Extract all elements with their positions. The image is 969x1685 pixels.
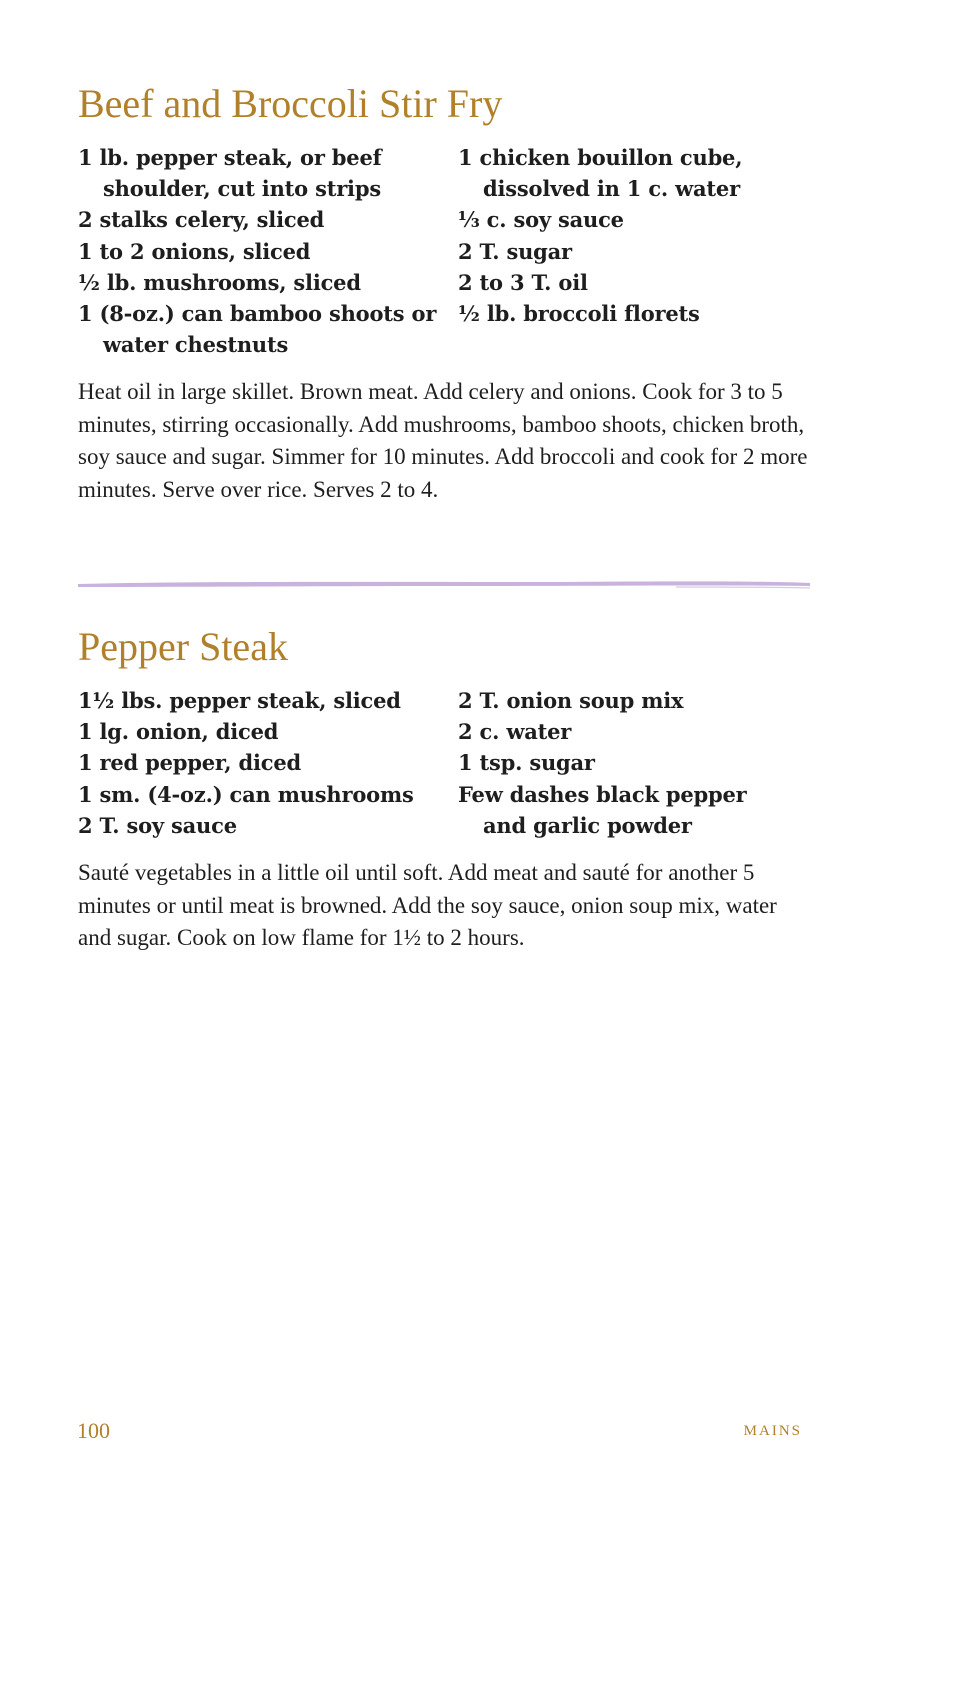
ingredient-continuation: water chestnuts (103, 332, 289, 358)
section-name: MAINS (743, 1423, 802, 1439)
ingredient-item: 1 lg. onion, diced (78, 719, 279, 745)
ingredients-left-column (78, 685, 458, 841)
ingredients-pepper-steak (78, 685, 818, 841)
ingredient-item: 1 tsp. sugar (458, 750, 595, 776)
recipe-title-beef-broccoli: Beef and Broccoli Stir Fry (78, 81, 503, 126)
ingredient-continuation: dissolved in 1 c. water (483, 176, 740, 202)
ingredient-item: 1½ lbs. pepper steak, sliced (78, 688, 401, 713)
ingredients-beef-broccoli (78, 142, 818, 360)
ingredient-item: Few dashes black pepper and garlic powder (458, 781, 747, 838)
ingredient-item: ½ lb. broccoli florets (458, 301, 700, 327)
ingredient-item: 1 lb. pepper steak, or beef shoulder, cut into strips (78, 145, 382, 202)
ingredient-item: ½ lb. mushrooms, sliced (78, 269, 361, 295)
ingredients-right-column (458, 142, 818, 360)
recipe-divider (76, 578, 812, 590)
ingredient-item: 1 to 2 onions, sliced (78, 238, 311, 264)
ingredients-left-column (78, 142, 458, 360)
page-number: 100 (77, 1418, 110, 1443)
ingredient-item: 1 sm. (4-oz.) can mushrooms (78, 781, 414, 807)
ingredient-item: 2 c. water (458, 719, 572, 745)
ingredient-item: 1 chicken bouillon cube, dissolved in 1 c. water (458, 145, 743, 202)
ingredient-item: 2 T. onion soup mix (458, 688, 684, 713)
ingredient-continuation: shoulder, cut into strips (103, 176, 381, 202)
ingredient-item: 2 to 3 T. oil (458, 269, 588, 295)
ingredient-item: 1 red pepper, diced (78, 750, 301, 776)
ingredient-item: 2 T. sugar (458, 238, 572, 264)
ingredients-right-column (458, 685, 818, 841)
ingredient-continuation: and garlic powder (483, 812, 692, 838)
directions-pepper-steak: Sauté vegetables in a little oil until soft. Add meat and sauté for another 5 minutes or until meat is browned. Add the soy sauce, onion soup mix, water and sugar. Cook on low flame for 1½ to 2 hours. (78, 860, 777, 951)
recipe-title-pepper-steak: Pepper Steak (78, 624, 288, 669)
ingredient-item: 2 T. soy sauce (78, 812, 237, 838)
ingredient-item: ⅓ c. soy sauce (458, 207, 624, 233)
directions-beef-broccoli: Heat oil in large skillet. Brown meat. Add celery and onions. Cook for 3 to 5 minutes, stirring occasionally. Add mushrooms, bamboo shoots, chicken broth, soy sauce and sugar. Simmer for 10 minutes. Add broccoli and cook for 2 more minutes. Serve over rice. Serves 2 to 4. (78, 379, 808, 502)
ingredient-item: 2 stalks celery, sliced (78, 207, 325, 233)
ingredient-item: 1 (8-oz.) can bamboo shoots or water chestnuts (78, 301, 437, 358)
